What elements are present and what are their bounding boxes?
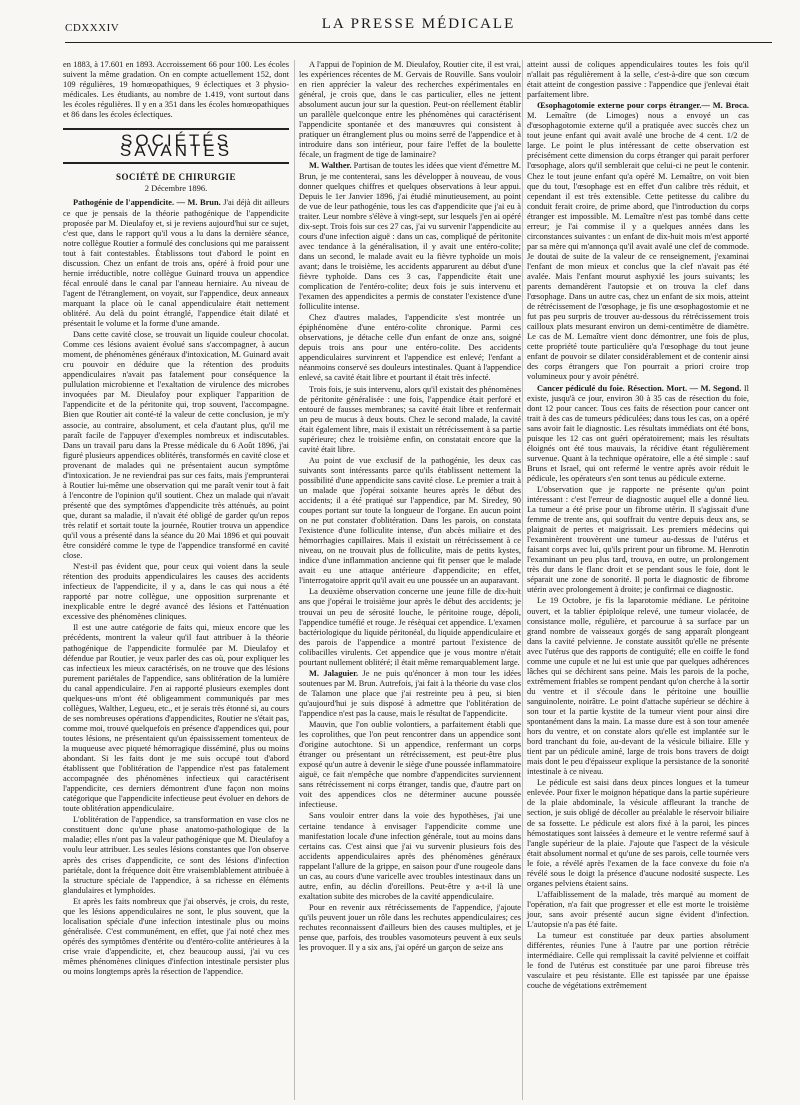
paragraph: L'observation que je rapporte ne présente qu'un point intéressant : c'est l'erreur de diagnostic auquel elle a donné lieu. La tumeur a été prise pour un fibrome utérin. Il s'agissait d'une femme de trente ans, qui souffrait du ventre depuis deux ans, se plaignait de pertes et maigrissait. Les premiers médecins qui l'examinèrent trouvèrent une tumeur au-dessus de l'utérus et faisant corps avec lui, qu'ils prirent pour un fibrome. M. Henrotin l'examinant un peu plus tard, trouva, en outre, un prolongement très dur dans le flanc droit et se pendant sous le foie, dont le séparait une zone de sonorité. Il porta le diagnostic de fibrome utérin avec prolongement à droite; je confirmai ce diagnostic. [527, 484, 749, 595]
paragraph: Chez d'autres malades, l'appendicite s'est montrée un épiphénomène d'une entéro-colite chronique. Parmi ces observations, je détache celle d'un enfant de onze ans, soigné depuis trois ans pour une entéro-colite. Des accidents appendiculaires survinrent et l'appendice est enlevé; l'enfant a néanmoins conservé ses douleurs intestinales. Quant à l'appendice enlevé, sa cavité était libre et pourtant il était très infecté. [299, 313, 521, 383]
paragraph: A l'appui de l'opinion de M. Dieulafoy, Routier cite, il est vrai, les expériences récentes de M. Gervais de Rouville. Sans vouloir en rien apprécier la valeur des recherches expérimentales en général, je crois que, dans le cas particulier, elles ne jettent absolument aucun jour sur la question. Peut-on réellement établir un parallèle quelconque entre les phénomènes qui caractérisent l'appendicite spontanée et des manœuvres qui consistent à pratiquer un étranglement plus ou moins serré de l'appendice et à introduire dans son intérieur, pour faire l'effet de la boulette fécale, un fragment de tige de laminaire? [299, 60, 521, 160]
paragraph: M. Walther. Partisan de toutes les idées que vient d'émettre M. Brun, je me contenterai, sans les développer à nouveau, de vous donner quelques chiffres et quelques observations à leur appui. Depuis le 1er Janvier 1896, j'ai étudié minutieusement, au point de vue de leur pathogénie, tous les cas d'appendicite que j'ai eu à traiter. Leur nombre s'élève à vingt-sept, sur lesquels j'en ai opéré dix-sept. Trois fois sur ces 27 cas, j'ai vu survenir l'appendicite au cours d'une infection aiguë : dans un cas, compliqué de péritonite avec tendance à la généralisation, il y avait une entéro-colite; dans un second, le malade avait eu la fièvre typhoïde un mois avant; dans le troisième, les accidents apparurent au début d'une fièvre typhoïde. Dans ces 3 cas, l'appendicite était une complication de l'entéro-colite; deux fois je suis intervenu et l'examen des appendicites a permis de constater l'existence d'une folliculite intense. [299, 161, 521, 312]
session-date: 2 Décembre 1896. [144, 183, 208, 194]
section-title: SOCIÉTÉS SAVANTES [63, 128, 289, 164]
paragraph: Dans cette cavité close, se trouvait un liquide couleur chocolat. Comme ces lésions avaient évolué sans s'accompagner, à aucun moment, de phénomènes généraux d'intoxication, M. Guinard avait cru pouvoir en déduire que la rétention des produits appendiculaires n'avait pas fatalement pour conséquence la pullulation microbienne et l'exaltation de virulence des microbes invoquées par M. Dieulafoy pour expliquer l'apparition de l'appendicite et de la péritonite qui, trop souvent, l'accompagne. Bien que Routier ait conté-té la valeur de cette conclusion, je m'y associe, au contraire, absolument, et cela d'autant plus, qu'il me paraît facile de l'appuyer d'exemples nombreux et indiscutables. Dans un travail paru dans la Presse médicale du 6 Août 1896, j'ai figuré plusieurs appendices oblitérés, transformés en cavité close et provenant de malades qui ne présentaient aucun symptôme d'intoxication. Je ne reviendrai pas sur ces faits, mais j'emprunterai à Routier lui-même une observation qui me paraît venir tout à fait à l'encontre de l'opinion qu'il soutient. Chez un malade qui n'avait présenté que des symptômes d'appendicite très atténués, au point que, durant sa maladie, il n'avait été obligé de garder qu'un repos très relatif et sortait toute la journée, Routier trouva un appendice qu'il vous a présenté dans la séance du 20 Mai 1896 et qui pouvait être considéré comme le type de l'appendice transformé en cavité close. [63, 330, 289, 561]
society-name: SOCIÉTÉ DE CHIRURGIE [115, 172, 237, 183]
paragraph: Trois fois, je suis intervenu, alors qu'il existait des phénomènes de péritonite généralisée : une fois, l'appendice était perforé et entouré de fausses membranes; sa cavité était libre et renfermait un peu de mucus à deux bouts. Chez le second malade, la cavité était également libre, mais il existait un rétrécissement à sa partie supérieure; chez le troisième enfin, on constatait encore que la cavité était libre. [299, 384, 521, 454]
paragraph: N'est-il pas évident que, pour ceux qui voient dans la seule rétention des produits appendiculaires les causes des accidents infectieux de l'appendicite, il y a, dans le cas qui nous a été rapporté par notre collègue, une opposition surprenante et inexplicable entre le degré avancé des lésions et l'atténuation excessive des phénomènes cliniques. [63, 562, 289, 622]
paragraph: atteint aussi de coliques appendiculaires toutes les fois qu'il n'allait pas régulièrement à la selle, c'est-à-dire que son cœcum était atteint de congestion passive : l'appendice que j'enlevai était parfaitement libre. [527, 60, 749, 100]
column-3 [522, 60, 749, 1100]
speaker-name: M. Walther. [309, 161, 352, 171]
paragraph: L'affaiblissement de la malade, très marqué au moment de l'opération, n'a fait que progresser et elle est morte le troisième jour, sans avoir présenté aucun signe évident d'infection. L'autopsie n'a pas été faite. [527, 889, 749, 929]
paragraph: M. Jalaguier. Je ne puis qu'énoncer à mon tour les idées soutenues par M. Brun. Autrefois, j'ai fait à la théorie du vase clos de Talamon une place que j'ai restreinte peu à peu, si bien qu'aujourd'hui je suis disposé à admettre que l'oblitération de l'appendice n'est pas la cause, mais le résultat de l'appendicite. [299, 668, 521, 718]
paragraph: Mauvin, que l'on oublie volontiers, a parfaitement établi que les coprolithes, que l'on peut rencontrer dans un appendice sont d'origine autochtone. Si un appendice, renfermant un corps étranger ou présentant un rétrécissement, est peut-être plus exposé qu'un autre à devenir le siège d'une poussée inflammatoire aiguë, ce fait n'empêche que nombre d'appendicites surviennent sans rétrécissement ni corps étranger, tandis que, d'autre part on voit des appendices clos ne déterminer aucune poussée infectieuse. [299, 720, 521, 810]
paragraph: en 1883, à 17.601 en 1893. Accroissement 66 pour 100. Les écoles suivent la même gradation. On en compte actuellement 152, dont 109 régulières, 19 homœopathiques, 9 éclectiques et 3 physio-médicales. Les étudiants, au nombre de 1.419, vont surtout dans les écoles régulières. Il y en a 351 dans les écoles homœopathiques et 86 dans les écoles éclectiques. [63, 60, 289, 120]
page-number: CDXXXIV [65, 22, 120, 34]
article-heading: Cancer pédiculé du foie. Résection. Mort. — M. Segond. [537, 383, 742, 393]
speaker-name: M. Jalaguier. [309, 668, 359, 678]
paragraph: La deuxième observation concerne une jeune fille de dix-huit ans que j'opérai le troisième jour après le début des accidents; je trouvai un peu de sérosité louche, le péritoine rouge, dépoli, l'appendice tuméfié et rouge. Je résèquai cet appendice. L'examen bactériologique du liquide péritonéal, du liquide appendiculaire et des parois de l'appendice a montré partout l'existence de colibacilles virulents. Cet appendice que je vous montre n'était pourtant nullement oblitéré; il était même remarquablement large. [299, 587, 521, 667]
paragraph: L'oblitération de l'appendice, sa transformation en vase clos ne constituent donc qu'une phase anatomo-pathologique de la maladie; elles n'ont pas la valeur pathogénique que M. Dieulafoy a voulu leur attribuer. Les seules lésions constantes que l'on observe après des crises d'appendicite, ce sont des lésions d'infection pariétale, dont la fréquence doit être vraisemblablement attribuée à la structure spéciale de l'appendice, à sa richesse en éléments glandulaires et lymphoïdes. [63, 815, 289, 895]
paragraph: Le pédicule est saisi dans deux pinces longues et la tumeur enlevée. Pour fixer le moignon hépatique dans la partie supérieure de la plaie abdominale, la vésicule affleurant la tranche de section, je suis obligé de décoller au préalable le réservoir biliaire de sa fossette. Le pédicule est alors fixé à la paroi, les pinces hémostatiques sont laissées à demeure et le ventre refermé sauf à l'angle supérieur de la plaie. J'ajoute que l'aspect de la vésicule était absolument normal et qu'une de ses parois, celle tournée vers le foie, a révélé après l'examen de la face convexe du foie n'a révélé sous le doigt la présence d'aucune nodosité suspecte. Les organes pelviens étaient sains. [527, 778, 749, 888]
paragraph: Sans vouloir entrer dans la voie des hypothèses, j'ai une certaine tendance à envisager l'appendicite comme une manifestation locale d'une infection générale, tout au moins dans certains cas. C'est ainsi que j'ai vu survenir plusieurs fois des accidents appendiculaires après des phénomènes généraux rappelant l'allure de la grippe, en saison pour d'une rougeole dans un cas, au cours d'une varicelle avec troubles intestinaux dans un autre, enfin, au déclin d'oreillons. Peut-être y a-t-il là une exaltation subite des microbes de la cavité appendiculaire. [299, 811, 521, 901]
paragraph: Et après les faits nombreux que j'ai observés, je crois, du reste, que les lésions appendiculaires ne sont, le plus souvent, que la localisation spéciale d'une infection intestinale plus ou moins généralisée. C'est communément, en effet, que j'ai noté chez mes opérés des symptômes d'entérite ou d'entéro-colite antérieures à la crise vraie d'appendicite, et, chez beaucoup aussi, j'ai vu ces mêmes phénomènes cliniques d'infection intestinale persister plus ou moins longtemps après la résection de l'appendice. [63, 896, 289, 977]
paragraph: Pour en revenir aux rétrécissements de l'appendice, j'ajoute qu'ils peuvent jouer un rôle dans les rechutes appendiculaires; ces rechutes reconnaissent d'ailleurs bien des causes multiples, et je pense que, parfois, des troubles vasomoteurs peuvent à eux seuls les provoquer. Il y a six ans, j'ai opéré un garçon de seize ans [299, 902, 521, 953]
paragraph: Œsophagotomie externe pour corps étranger.— M. Broca. M. Lemaître (de Limoges) nous a envoyé un cas d'œsophagotomie externe qu'il a pratiquée avec succès chez un tout jeune enfant qui avait avalé une broche de 4 cent. 1/2 de large. Le point le plus intéressant de cette observation est précisément cette dimension du corps étranger qui parait perforer l'œsophage, alors qu'il semblerait que celui-ci ne peut le contenir. Chez le tout jeune enfant qu'a opéré M. Lemaître, on voit bien que du tout, l'œsophage est en effet d'un calibre très réduit, et cependant il est très extensible. Cette petitesse du calibre du conduit ferait croire, de prime abord, que l'introduction du corps étranger est impossible. M. Lemaître n'est pas tombé dans cette erreur; je l'ai commise il y a quelques années dans les circonstances suivantes : un enfant de dix-huit mois m'est apporté par sa mère qui m'annonça qu'il avait avalé une clef de commode. Je doutai de suite de la valeur de ce renseignement, j'examinai l'enfant de mon mieux et conclus que la clef n'avait pas été avalée. Mais l'enfant mourut asphyxié les jours suivants; les parents demandèrent l'autopsie et on trouva la clef dans l'œsophage. Dans un autre cas, chez un enfant de six mois, atteint de rétrécissement de l'œsophage, je fis une œsophagostomie et ne fut pas peu surpris de trouver au-dessous du rétrécissement trois cailloux plats mesurant environ un demi-centimètre de diamètre. Le cas de M. Lemaître vient donc démontrer, une fois de plus, cette propriété toute particulière qu'a l'œsophage du tout jeune enfant de pouvoir se dilater considérablement et de contenir ainsi des corps étrangers que l'on pourrait a priori croire trop volumineux pour y avoir pénétré. [527, 101, 749, 382]
paragraph: Cancer pédiculé du foie. Résection. Mort. — M. Segond. Il existe, jusqu'à ce jour, environ 30 à 35 cas de résection du foie, dont 12 pour cancer. Tous ces faits de résection pour cancer ont trait à des cas de tumeurs pédiculées; dans tous les cas, on a opéré sans avoir fait le diagnostic. Les résultats immédiats ont été bons, puisque les 12 cas ont guéri opératoirement; mais les résultats éloignés ont été tous mauvais, la récidive étant régulièrement survenue. Quant à la technique opératoire, elle a été simple : sauf Bruns et Israel, qui ont refermé le ventre après avoir réduit le pédicule, les opérateurs s'en sont tenus au pédicule externe. [527, 383, 749, 483]
column-2 [294, 60, 521, 1100]
journal-title: LA PRESSE MÉDICALE [321, 16, 516, 32]
paragraph: Au point de vue exclusif de la pathogénie, les deux cas suivants sont intéressants parce qu'ils établissent nettement la possibilité d'une appendicite sans cavité close. Le premier a trait à un malade que j'opérai soixante heures après le début des accidents; il a été pratiqué sur l'appendice, par M. Siredey, 90 coupes portant sur toute la longueur de l'organe. En aucun point on ne put constater d'oblitération. Dans les parois, on constata l'existence d'une folliculite intense, d'un abcès miliaire et des hémorrhagies capillaires. Mais il existait un rétrécissement à ce niveau, on ne trouvait plus de folliculite, mais de petits kystes, indice d'une inflammation ancienne qui fit penser que le malade avait eu une attaque antérieure d'appendicite; en effet, l'interrogatoire apprit qu'il avait eu une poussée un an auparavant. [299, 455, 521, 586]
paragraph: La tumeur est constituée par deux parties absolument différentes, réunies l'une à l'autre par une portion rétrécie intermédiaire. Celle qui remplissait la cavité pelvienne et coiffait le fond de l'utérus est constituée par une paroi fibreuse très vasculaire et peu résistante. Elle est tapissée par une épaisse couche de végétations extrêmement [527, 931, 749, 991]
paragraph: Il est une autre catégorie de faits qui, mieux encore que les précédents, montrent la valeur qu'il faut attribuer à la théorie pathogénique de l'appendicite formulée par M. Dieulafoy et défendue par Routier, je veux parler des cas où, pour expliquer les cas infectieux les mieux caractérisés, on ne trouve que des lésions purement pariétales de l'appendice, sans oblitération de la lumière du canal appendiculaire. J'en ai rapporté plusieurs exemples dont quelques-uns m'ont été obligeamment communiqués par mes collègues, Walther, Legueu, etc., et je serais très étonné si, au cours de ses nombreuses opérations d'appendicites, Routier ne s'était pas, comme moi, trouvé quelquefois en présence d'appendices qui, pour toutes lésions, ne présentaient qu'un épaississement tomenteux de la muqueuse avec piqueté hémorragique disséminé, plus ou moins abondant. Si les faits dont je me suis occupé tout d'abord établissent que l'oblitération de l'appendice n'est pas fatalement accompagnée des phénomènes infectieux qui caractérisent l'appendicite, ces derniers démontrent d'une façon non moins catégorique que l'appendicite infectieuse peut évoluer en dehors de toute oblitération appendiculaire. [63, 623, 289, 814]
paragraph: Pathogénie de l'appendicite. — M. Brun. J'ai déjà dit ailleurs ce que je pensais de la théorie pathogénique de l'appendicite proposée par M. Dieulafoy et, si je reviens aujourd'hui sur ce sujet, c'est que, dans le rapport qu'il vous a lu dans la dernière séance, notre collègue Routier a formulé des conclusions qui me paraissent tout à fait contestables. Établissons tout d'abord le point en discussion. Chez un enfant de trois ans, opéré à froid pour une hernie irréductible, notre collègue Guinard trouva un appendice fécal enroulé dans le canal par l'anneau herniaire. Au niveau de l'agent de l'étranglement, on voyait, sur l'appendice, deux anneaux marquant la place où le canal appendiculaire était nettement oblitéré. Au delà du point étranglé, l'appendice était dilaté et présentait le volume et la forme d'une amande. [63, 198, 289, 329]
column-1 [63, 60, 289, 1100]
header-rule [65, 42, 772, 43]
page-header [65, 12, 772, 40]
article-heading: Œsophagotomie externe pour corps étranger.— M. Broca. [537, 101, 749, 111]
paragraph: Le 19 Octobre, je fis la laparotomie médiane. Le péritoine ouvert, et la tablier épiploïque relevé, une tumeur violacée, de consistance molle, régulière, et parcourue à sa surface par un grand nombre de vaisseaux gorgés de sang apparaît plongeant dans la cavité pelvienne. Je constate aussitôt qu'elle ne présente avec l'utérus que des rapports de contiguïté; elle en coiffe le fond comme une cupule et ne lui est unie que par quelques adhérences lâches qui se déchirent sans peine. Mais les parois de la poche, extrêmement friables se rompent pendant qu'on cherche à la sortir du ventre et il s'écoule dans le péritoine une bouillie sanguinolente, noirâtre. Le point d'attache supérieur se déchire à son tour et la partie kystite de la tumeur vient pour ainsi dire spontanément dans la main. La masse dure est à son tour amenée hors du ventre, et on constate alors qu'elle est implantée sur le bord tranchant du foie, au-devant de la vésicule biliaire. Elle y tient par un pédicule aminé, large de trois bons travers de doigt mais dont le peu d'épaisseur explique la persistance de la sonorité intestinale à ce niveau. [527, 596, 749, 777]
article-heading: Pathogénie de l'appendicite. — M. Brun. [73, 198, 221, 208]
